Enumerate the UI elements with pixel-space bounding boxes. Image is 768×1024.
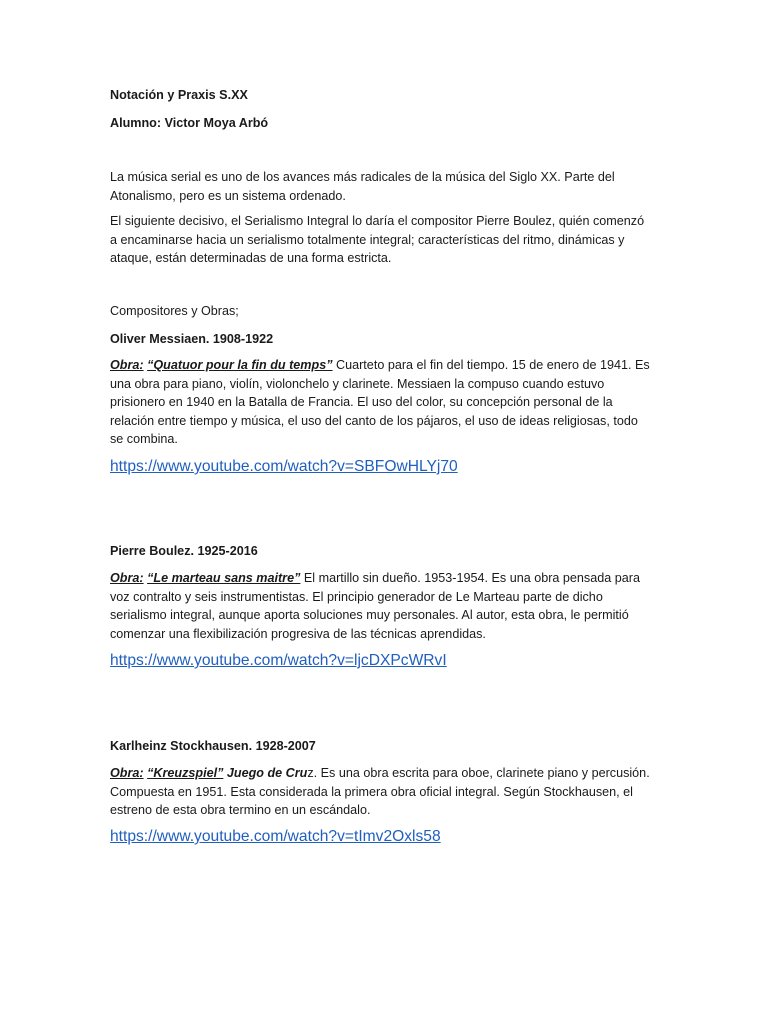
composer-description xyxy=(110,569,650,643)
composer-name: Oliver Messiaen. 1908-1922 xyxy=(110,332,274,346)
obra-description: z. Es una obra escrita para oboe, clarinete piano y percusión. Compuesta en 1951. Esta considerada la primera obra oficial integral. Según Stockhausen, el estreno de esta obra termino en un escándalo. xyxy=(110,766,650,817)
obra-label: Obra: xyxy=(110,358,144,372)
composer-description xyxy=(110,356,650,449)
obra-description: El martillo sin dueño. 1953-1954. Es una obra pensada para voz contralto y seis instrumentistas. El principio generador de Le Marteau parte de dicho serialismo integral, aunque aporta soluciones muy personales. Al autor, esta obra, le permitió comenzar una flexibilización progresiva de las técnicas aprendidas. xyxy=(110,571,640,641)
obra-title: “Quatuor pour la fin du temps” xyxy=(147,358,333,372)
composer-name: Pierre Boulez. 1925-2016 xyxy=(110,544,258,558)
section-title: Compositores y Obras; xyxy=(110,304,239,318)
student-name: Alumno: Victor Moya Arbó xyxy=(110,116,269,130)
youtube-link[interactable]: https://www.youtube.com/watch?v=SBFOwHLYj70 xyxy=(110,458,458,475)
composer-name: Karlheinz Stockhausen. 1928-2007 xyxy=(110,739,316,753)
obra-title: “Le marteau sans maitre” xyxy=(147,571,301,585)
intro-paragraph-1: La música serial es uno de los avances más radicales de la música del Siglo XX. Parte del Atonalismo, pero es un sistema ordenado. xyxy=(110,170,615,203)
composer-description xyxy=(110,764,650,820)
course-title: Notación y Praxis S.XX xyxy=(110,88,248,102)
intro-paragraph-2: El siguiente decisivo, el Serialismo Integral lo daría el compositor Pierre Boulez, quién comenzó a encaminarse hacia un serialismo totalmente integral; características del ritmo, dinámicas y ataque, están determinadas de una forma estricta. xyxy=(110,214,645,265)
youtube-link[interactable]: https://www.youtube.com/watch?v=ljcDXPcWRvI xyxy=(110,652,447,669)
obra-subtitle: Juego de Cru xyxy=(223,766,308,780)
obra-label: Obra: xyxy=(110,571,144,585)
youtube-link[interactable]: https://www.youtube.com/watch?v=tImv2Oxls58 xyxy=(110,828,441,845)
obra-description: Cuarteto para el fin del tiempo. 15 de enero de 1941. Es una obra para piano, violín, violonchelo y clarinete. Messiaen la compuso cuando estuvo prisionero en 1940 en la Batalla de Francia. El uso del color, su concepción personal de la relación entre tiempo y música, el uso del canto de los pájaros, el uso de ideas religiosas, todo se combina. xyxy=(110,358,650,446)
obra-title: “Kreuzspiel” xyxy=(147,766,224,780)
obra-label: Obra: xyxy=(110,766,144,780)
